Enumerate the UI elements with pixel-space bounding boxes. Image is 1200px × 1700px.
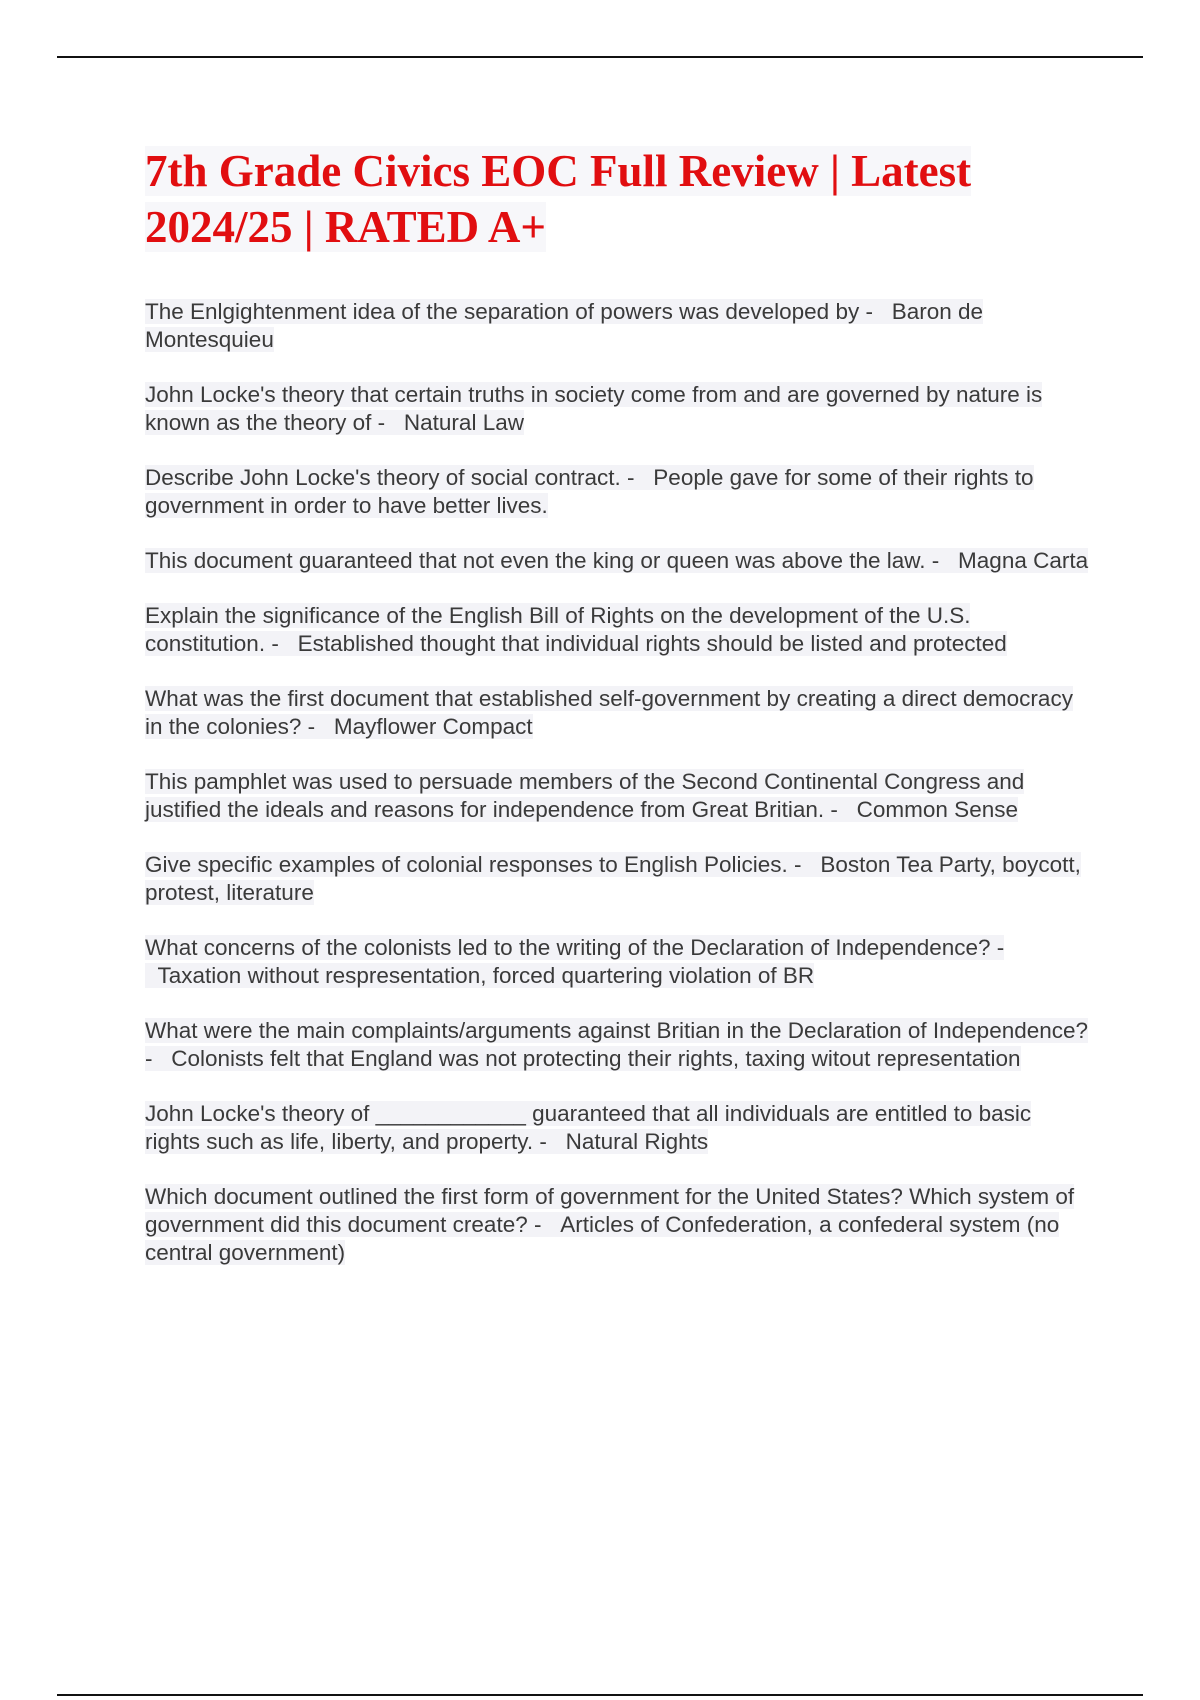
question-text: John Locke's theory that certain truths in society come from and are governed by nature is known as the theory of - <box>145 382 1043 435</box>
answer-text: Colonists felt that England was not protecting their rights, taxing witout representation <box>171 1046 1021 1071</box>
page-title-text: 7th Grade Civics EOC Full Review | Latest 2024/25 | RATED A+ <box>145 146 972 252</box>
answer-text: Natural Law <box>403 410 524 435</box>
qa-item <box>145 602 1090 658</box>
qa-item <box>145 685 1090 741</box>
answer-text: People gave for some of their rights to government in order to have better lives. <box>145 465 1034 518</box>
answer-text: Magna Carta <box>958 548 1089 573</box>
qa-item <box>145 381 1090 437</box>
qa-item <box>145 1183 1090 1267</box>
question-text: Which document outlined the first form of government for the United States? Which system of government did this document create? - <box>145 1184 1075 1237</box>
qa-list <box>145 298 1090 1294</box>
qa-item <box>145 934 1090 990</box>
answer-text: Taxation without respresentation, forced quartering violation of BR <box>157 963 815 988</box>
answer-text: Boston Tea Party, boycott, protest, literature <box>145 852 1081 905</box>
page-title <box>145 143 1065 255</box>
answer-text: Articles of Confederation, a confederal system (no central government) <box>145 1212 1060 1265</box>
qa-item <box>145 851 1090 907</box>
qa-item <box>145 1100 1090 1156</box>
question-text: Give specific examples of colonial responses to English Policies. - <box>145 852 808 877</box>
question-text: John Locke's theory of ____________ guaranteed that all individuals are entitled to basic rights such as life, liberty, and property. - <box>145 1101 1032 1154</box>
question-text: The Enlgightenment idea of the separation of powers was developed by - <box>145 299 880 324</box>
qa-item <box>145 1017 1090 1073</box>
question-text: This document guaranteed that not even the king or queen was above the law. - <box>145 548 946 573</box>
answer-text: Common Sense <box>856 797 1018 822</box>
qa-item <box>145 547 1090 575</box>
answer-text: Established thought that individual rights should be listed and protected <box>297 631 1007 656</box>
question-text: This pamphlet was used to persuade members of the Second Continental Congress and justified the ideals and reasons for independence from Great Britian. - <box>145 769 1025 822</box>
qa-item <box>145 768 1090 824</box>
question-text: Explain the significance of the English Bill of Rights on the development of the U.S. constitution. - <box>145 603 971 656</box>
bottom-rule <box>57 1694 1143 1696</box>
question-text: What was the first document that established self-government by creating a direct democracy in the colonies? - <box>145 686 1073 739</box>
qa-item <box>145 298 1090 354</box>
question-text: What were the main complaints/arguments against Britian in the Declaration of Independence? - <box>145 1018 1089 1071</box>
qa-item <box>145 464 1090 520</box>
question-text: Describe John Locke's theory of social contract. - <box>145 465 641 490</box>
answer-text: Natural Rights <box>565 1129 709 1154</box>
top-rule <box>57 56 1143 58</box>
answer-text: Mayflower Compact <box>333 714 533 739</box>
question-text: What concerns of the colonists led to the writing of the Declaration of Independence? - <box>145 935 1005 960</box>
answer-text: Baron de Montesquieu <box>145 299 984 352</box>
